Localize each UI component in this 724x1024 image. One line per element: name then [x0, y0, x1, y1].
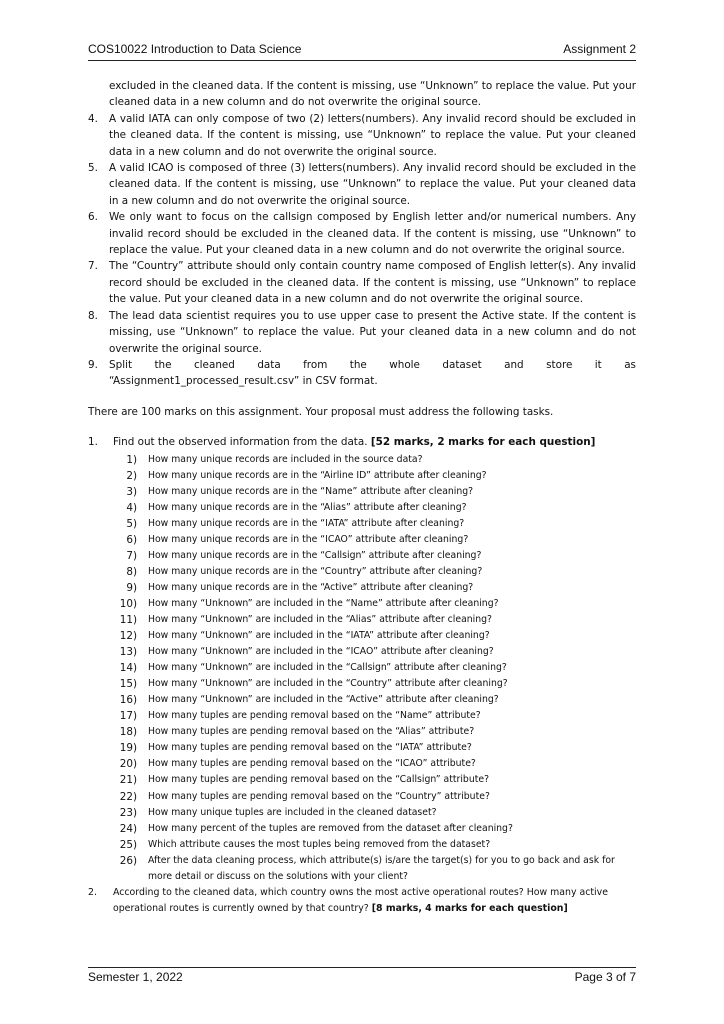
rule-item [88, 357, 636, 390]
question-number: 16) [119, 694, 137, 707]
rule-continuation: excluded in the cleaned data. If the content is missing, use “Unknown” to replace the value. Put your cleaned data in a new column and do not overwrite the original source. [109, 80, 636, 109]
question-number: 26) [119, 854, 137, 867]
question-text: How many unique records are in the “IATA” attribute after cleaning? [148, 517, 465, 529]
question-text: How many “Unknown” are included in the “Country” attribute after cleaning? [148, 678, 508, 690]
question-item [113, 853, 636, 885]
rule-9-word: data [257, 358, 281, 371]
course-title: COS10022 Introduction to Data Science [88, 42, 302, 56]
question-item [113, 452, 636, 468]
page-number: Page 3 of 7 [574, 970, 636, 984]
semester-label: Semester 1, 2022 [88, 970, 183, 984]
question-text: How many “Unknown” are included in the “IATA” attribute after cleaning? [148, 630, 490, 642]
question-text: How many unique records are in the “Country” attribute after cleaning? [148, 565, 483, 577]
question-text: How many unique records are in the “Active” attribute after cleaning? [148, 581, 474, 593]
question-item [113, 837, 636, 853]
task-number: 2. [88, 886, 97, 898]
question-number: 1) [126, 453, 137, 466]
question-item [113, 628, 636, 644]
question-item [113, 500, 636, 516]
question-text: How many tuples are pending removal based on the “IATA” attribute? [148, 742, 472, 754]
rule-text: A valid IATA can only compose of two (2) letters(numbers). Any invalid record should be excluded in the cleaned data. If the content is missing, use “Unknown” to replace the value. Put your cleaned data in a new column and do not overwrite the original source. [109, 112, 636, 158]
question-text: How many “Unknown” are included in the “Alias” attribute after cleaning? [148, 614, 492, 625]
question-item [113, 676, 636, 692]
question-number: 14) [119, 662, 137, 675]
assignment-label: Assignment 2 [563, 42, 636, 56]
rule-text: The lead data scientist requires you to use upper case to present the Active state. If the content is missing, use “Unknown” to replace the value. Put your cleaned data in a new column and do not overwrite the original source. [109, 309, 636, 355]
question-text: How many tuples are pending removal based on the “Callsign” attribute? [148, 774, 490, 786]
marks-intro: There are 100 marks on this assignment. Your proposal must address the following tasks. [88, 405, 554, 418]
rule-9-word: from [303, 358, 328, 371]
rule-9-word: as [624, 358, 636, 371]
question-text: How many unique records are in the “Callsign” attribute after cleaning? [148, 549, 482, 561]
question-number: 2) [126, 469, 137, 482]
tasks-list [88, 434, 636, 917]
question-item [113, 564, 636, 580]
question-text: How many tuples are pending removal based on the “ICAO” attribute? [148, 758, 476, 770]
page-header [88, 42, 636, 61]
question-item [113, 468, 636, 484]
rule-9-word: store [546, 358, 573, 371]
question-text: How many unique records are included in the source data? [148, 453, 423, 465]
question-item [113, 532, 636, 548]
question-number: 17) [119, 710, 137, 723]
question-text: How many tuples are pending removal based on the “Name” attribute? [148, 710, 481, 722]
question-number: 25) [119, 838, 137, 851]
page-body [88, 78, 636, 917]
question-text: How many tuples are pending removal based on the “Country” attribute? [148, 790, 490, 802]
rule-item [88, 111, 636, 160]
task-1 [88, 434, 636, 885]
question-item [113, 740, 636, 756]
question-number: 22) [119, 790, 137, 803]
task-2-marks: [8 marks, 4 marks for each question] [371, 902, 568, 914]
question-item [113, 580, 636, 596]
rule-text: The “Country” attribute should only contain country name composed of English letter(s). Any invalid record should be excluded in the cleaned data. If the content is missing, use “Unknown” to replace the value. Put your cleaned data in a new column and do not overwrite the original source. [109, 260, 636, 306]
question-number: 8) [126, 565, 137, 578]
rule-number: 7. [88, 260, 98, 273]
rule-number: 8. [88, 309, 98, 322]
question-number: 6) [126, 533, 137, 546]
question-number: 7) [126, 549, 137, 562]
question-text: How many unique records are in the “ICAO” attribute after cleaning? [148, 533, 469, 545]
question-item [113, 756, 636, 772]
question-number: 20) [119, 758, 137, 771]
question-item [113, 692, 636, 708]
task-1-marks: [52 marks, 2 marks for each question] [370, 436, 596, 449]
question-item [113, 724, 636, 740]
task-2-text: According to the cleaned data, which country owns the most active operational routes? How many active operational routes is currently owned by that country? [113, 886, 608, 914]
rule-9-word: Split [109, 358, 133, 371]
rule-9-word: the [154, 358, 172, 371]
question-text: How many “Unknown” are included in the “Active” attribute after cleaning? [148, 694, 499, 706]
rule-item [88, 258, 636, 307]
question-item [113, 548, 636, 564]
question-item [113, 789, 636, 805]
question-item [113, 644, 636, 660]
question-number: 23) [119, 806, 137, 819]
rule-number: 4. [88, 112, 98, 125]
rule-item [88, 209, 636, 258]
question-text: How many “Unknown” are included in the “Name” attribute after cleaning? [148, 597, 499, 609]
question-text: How many “Unknown” are included in the “ICAO” attribute after cleaning? [148, 646, 494, 658]
rule-9-word: it [594, 358, 602, 371]
question-item [113, 772, 636, 788]
rule-9-word: cleaned [193, 358, 235, 371]
question-item [113, 708, 636, 724]
rule-9-line-1 [109, 357, 636, 373]
question-number: 24) [119, 822, 137, 835]
rule-text: A valid ICAO is composed of three (3) letters(numbers). Any invalid record should be excluded in the cleaned data. If the content is missing, use “Unknown” to replace the value. Put your cleaned data in a new column and do not overwrite the original source. [109, 162, 636, 207]
question-number: 12) [119, 630, 137, 643]
question-number: 18) [119, 726, 137, 739]
rule-9-word: dataset [442, 358, 482, 371]
question-number: 4) [126, 501, 137, 514]
question-text: How many “Unknown” are included in the “Callsign” attribute after cleaning? [148, 662, 507, 674]
question-item [113, 484, 636, 500]
question-text: How many tuples are pending removal based on the “Alias” attribute? [148, 726, 475, 738]
question-text: How many unique records are in the “Alias” attribute after cleaning? [148, 501, 467, 513]
rule-item [88, 308, 636, 357]
question-item [113, 660, 636, 676]
rule-9-line-2: “Assignment1_processed_result.csv” in CSV format. [109, 375, 378, 388]
rule-9-word: and [504, 358, 524, 371]
question-item [113, 805, 636, 821]
task-number: 1. [88, 436, 98, 449]
page-footer [88, 967, 636, 988]
cleaning-rules-list [88, 111, 636, 390]
question-number: 15) [119, 678, 137, 691]
rule-number: 9. [88, 358, 98, 371]
question-text: How many unique records are in the “Name” attribute after cleaning? [148, 485, 474, 497]
rule-number: 5. [88, 162, 98, 175]
question-text: How many unique tuples are included in the cleaned dataset? [148, 806, 437, 818]
question-number: 3) [126, 485, 137, 498]
question-text: How many percent of the tuples are removed from the dataset after cleaning? [148, 822, 513, 834]
question-number: 9) [126, 581, 137, 594]
question-number: 21) [119, 774, 137, 787]
question-list [113, 452, 636, 885]
question-text: How many unique records are in the “Airline ID” attribute after cleaning? [148, 469, 487, 481]
question-item [113, 596, 636, 612]
question-number: 13) [119, 646, 137, 659]
rule-9-word: whole [389, 358, 420, 371]
task-2 [88, 885, 636, 917]
question-text: After the data cleaning process, which attribute(s) is/are the target(s) for you to go back and ask for more detail or discuss on the solutions with your client? [148, 854, 615, 882]
question-text: Which attribute causes the most tuples being removed from the dataset? [148, 838, 491, 850]
question-number: 19) [119, 742, 137, 755]
question-number: 10) [119, 597, 137, 610]
rule-item [88, 160, 636, 209]
question-number: 5) [126, 517, 137, 530]
question-item [113, 821, 636, 837]
rule-number: 6. [88, 211, 98, 224]
question-number: 11) [119, 614, 137, 626]
question-item [113, 516, 636, 532]
rule-text: We only want to focus on the callsign composed by English letter and/or numerical numbers. Any invalid record should be excluded in the cleaned data. If the content is missing, use “Unknown” to replace the value. Put your cleaned data in a new column and do not overwrite the original source. [109, 211, 636, 257]
task-1-text: Find out the observed information from the data. [113, 436, 368, 449]
question-item [113, 612, 636, 628]
rule-9-word: the [349, 358, 367, 371]
